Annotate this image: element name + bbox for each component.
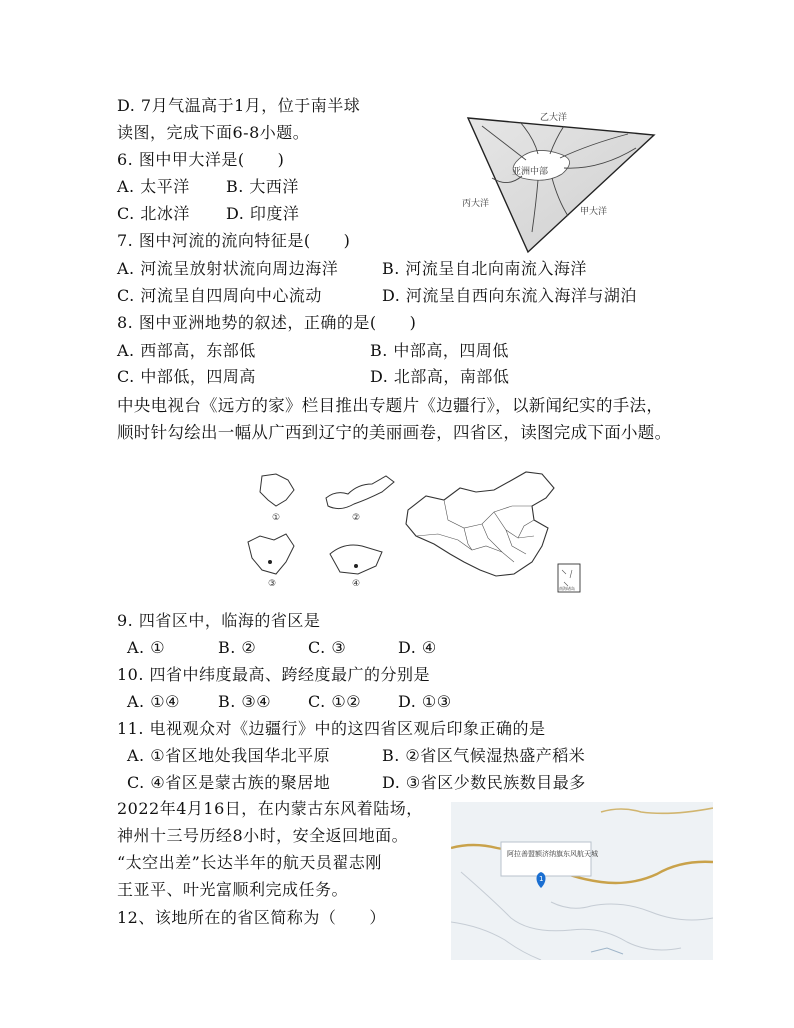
q9-option-c: C. ③	[308, 638, 347, 657]
question-8: 8. 图中亚洲地势的叙述，正确的是( )	[117, 313, 417, 332]
q8-option-c: C. 中部低，四周高	[117, 367, 256, 386]
pin-number: 1	[539, 875, 544, 883]
label-jia-ocean: 甲大洋	[580, 207, 608, 217]
question-6: 6. 图中甲大洋是( )	[117, 150, 285, 169]
province-3-outline	[248, 534, 294, 574]
q11-option-a: A. ①省区地处我国华北平原	[127, 746, 331, 765]
passage-12-line1: 2022年4月16日，在内蒙古东风着陆场，	[117, 799, 423, 818]
province-2-outline	[326, 476, 394, 509]
china-map-figure	[402, 466, 584, 596]
q10-option-b: B. ③④	[218, 692, 272, 711]
q11-option-d: D. ③省区少数民族数目最多	[382, 773, 586, 792]
asia-schematic-figure	[460, 104, 660, 256]
question-11: 11. 电视观众对《边疆行》中的这四省区观后印象正确的是	[117, 719, 546, 738]
asia-triangle	[468, 118, 654, 252]
q9-option-a: A. ①	[127, 638, 166, 657]
q9-option-b: B. ②	[218, 638, 257, 657]
q6-option-b: B. 大西洋	[226, 177, 299, 196]
q6-option-d: D. 印度洋	[226, 204, 300, 223]
intro-6-8: 读图，完成下面6-8小题。	[117, 123, 310, 142]
q11-option-c: C. ④省区是蒙古族的聚居地	[127, 773, 331, 792]
question-10: 10. 四省中纬度最高、跨经度最广的分别是	[117, 665, 431, 684]
q6-option-c: C. 北冰洋	[117, 204, 190, 223]
province-4-number: ④	[352, 579, 361, 588]
q10-option-d: D. ①③	[398, 692, 452, 711]
q10-option-c: C. ①②	[308, 692, 362, 711]
province-4-capital-dot	[354, 564, 358, 568]
q8-option-d: D. 北部高，南部低	[370, 367, 510, 386]
china-outline	[406, 472, 554, 576]
landing-site-map	[451, 802, 713, 960]
question-7: 7. 图中河流的流向特征是( )	[117, 231, 351, 250]
label-yi-ocean: 乙大洋	[540, 113, 568, 123]
q6-option-a: A. 太平洋	[117, 177, 190, 196]
label-bing-ocean: 丙大洋	[462, 199, 490, 209]
question-9: 9. 四省区中，临海的省区是	[117, 611, 321, 630]
intro-9-11: 中央电视台《远方的家》栏目推出专题片《边疆行》，以新闻纪实的手法，顺时针勾绘出一幅从广西到辽宁的美丽画卷，四省区，读图完成下面小题。	[117, 396, 672, 442]
q10-option-a: A. ①④	[127, 692, 180, 711]
map-background	[451, 802, 713, 960]
province-4-outline	[330, 545, 382, 574]
q8-option-b: B. 中部高，四周低	[370, 341, 509, 360]
option-d-prev: D. 7月气温高于1月，位于南半球	[117, 96, 361, 115]
q7-option-b: B. 河流呈自北向南流入海洋	[382, 259, 587, 278]
callout-box	[501, 842, 591, 876]
province-3-capital-dot	[268, 560, 272, 564]
inset-label: 南海诸岛	[559, 586, 575, 591]
q7-option-d: D. 河流呈自西向东流入海洋与湖泊	[382, 286, 637, 305]
passage-12-line2: 神州十三号历经8小时，安全返回地面。	[117, 826, 409, 845]
q7-option-a: A. 河流呈放射状流向周边海洋	[117, 259, 339, 278]
callout-text: 阿拉善盟额济纳旗东风航天城	[507, 850, 598, 858]
province-1-outline	[260, 474, 294, 506]
q8-option-a: A. 西部高，东部低	[117, 341, 256, 360]
q9-option-d: D. ④	[398, 638, 437, 657]
q11-option-b: B. ②省区气候湿热盛产稻米	[382, 746, 586, 765]
label-central-asia: 亚洲中部	[512, 167, 549, 177]
province-2-number: ②	[352, 513, 361, 523]
province-outlines-figure	[240, 470, 400, 588]
province-3-number: ③	[268, 579, 277, 588]
province-1-number: ①	[272, 513, 281, 523]
question-12: 12、该地所在的省区简称为（ ）	[117, 908, 386, 927]
passage-12-line3: “太空出差”长达半年的航天员翟志刚	[117, 853, 382, 872]
q7-option-c: C. 河流呈自四周向中心流动	[117, 286, 322, 305]
passage-12-line4: 王亚平、叶光富顺利完成任务。	[117, 880, 349, 899]
